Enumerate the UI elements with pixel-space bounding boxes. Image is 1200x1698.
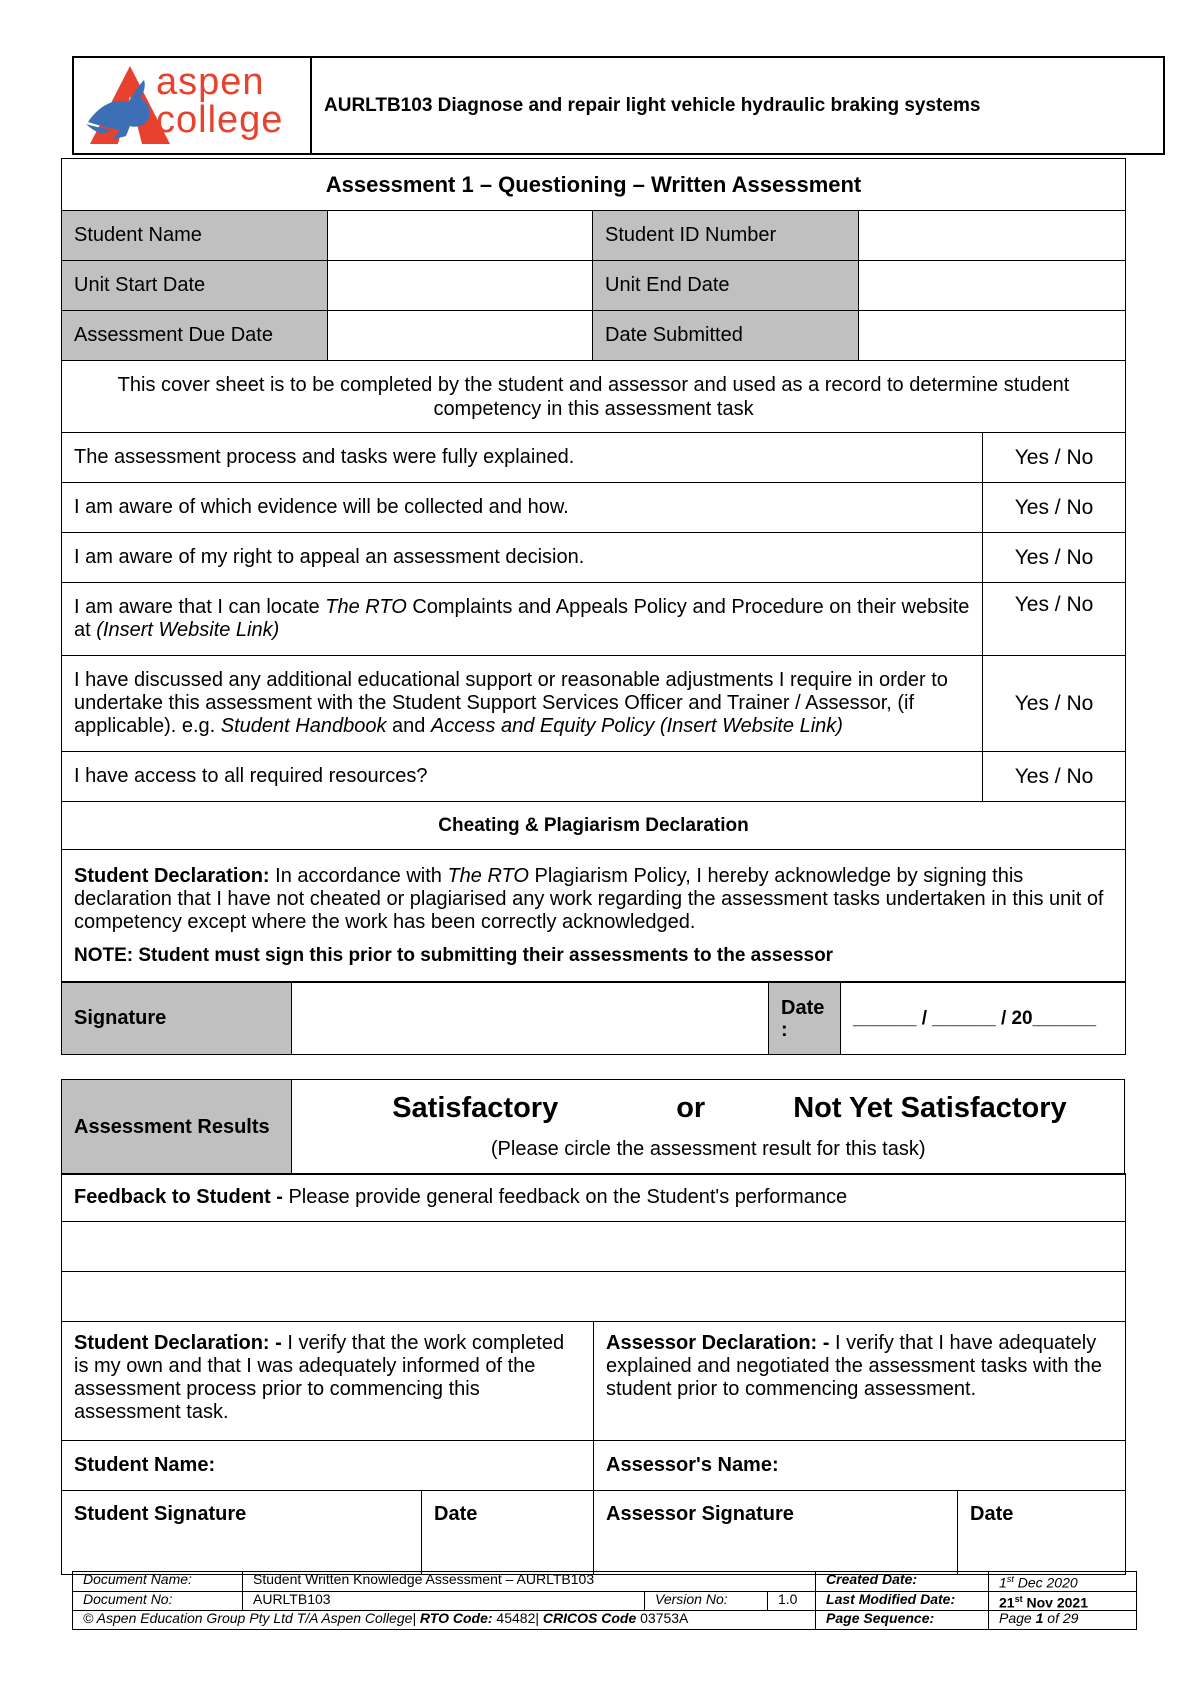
check-right-to-appeal: I am aware of my right to appeal an assessment decision. bbox=[62, 533, 983, 583]
logo-cell bbox=[73, 57, 311, 154]
unit-end-label: Unit End Date bbox=[593, 261, 859, 311]
student-name-field[interactable] bbox=[328, 211, 593, 261]
date-submitted-field[interactable] bbox=[859, 311, 1126, 361]
yes-no-option[interactable]: Yes / No bbox=[983, 752, 1126, 802]
due-date-label: Assessment Due Date bbox=[62, 311, 328, 361]
yes-no-option[interactable]: Yes / No bbox=[983, 533, 1126, 583]
yes-no-option[interactable]: Yes / No bbox=[983, 433, 1126, 483]
declaration-note: NOTE: Student must sign this prior to submitting their assessments to the assessor bbox=[74, 944, 834, 966]
feedback-line[interactable] bbox=[62, 1272, 1126, 1322]
date-label: Date : bbox=[769, 983, 841, 1055]
check-evidence-aware: I am aware of which evidence will be collected and how. bbox=[62, 483, 983, 533]
or-label: or bbox=[676, 1092, 706, 1124]
date-submitted-label: Date Submitted bbox=[593, 311, 859, 361]
assessor-name-signoff[interactable]: Assessor's Name: bbox=[594, 1441, 1126, 1491]
check-process-explained: The assessment process and tasks were fully explained. bbox=[62, 433, 983, 483]
assessment-results-label: Assessment Results bbox=[62, 1080, 292, 1175]
feedback-line[interactable] bbox=[62, 1222, 1126, 1272]
logo-text-college: college bbox=[156, 99, 284, 141]
date-field[interactable]: ______ / ______ / 20______ bbox=[841, 983, 1126, 1055]
due-date-field[interactable] bbox=[328, 311, 593, 361]
yes-no-option[interactable]: Yes / No bbox=[983, 483, 1126, 533]
yes-no-option[interactable]: Yes / No bbox=[983, 583, 1126, 656]
footer-created-label: Created Date: bbox=[816, 1572, 989, 1592]
footer-version-label: Version No: bbox=[645, 1591, 768, 1611]
student-declaration: Student Declaration: - I verify that the work completed is my own and that I was adequately informed of the assessment process prior to commencing this assessment task. bbox=[62, 1322, 594, 1441]
footer-version: 1.0 bbox=[768, 1591, 816, 1611]
cover-intro: This cover sheet is to be completed by the student and assessor and used as a record to determine student competency in this assessment task bbox=[62, 361, 1126, 433]
feedback-table bbox=[61, 1173, 1126, 1322]
student-date-signoff[interactable]: Date bbox=[422, 1491, 594, 1575]
footer-doc-no: AURLTB103 bbox=[243, 1591, 645, 1611]
student-name-signoff[interactable]: Student Name: bbox=[62, 1441, 594, 1491]
footer-created-date: 1st Dec 2020 bbox=[989, 1572, 1137, 1592]
assessment-result-options bbox=[292, 1080, 1125, 1175]
student-signature-signoff[interactable]: Student Signature bbox=[62, 1491, 422, 1575]
checklist-table bbox=[61, 360, 1126, 982]
signature-field[interactable] bbox=[292, 983, 769, 1055]
signature-label: Signature bbox=[62, 983, 292, 1055]
assessor-signature-signoff[interactable]: Assessor Signature bbox=[594, 1491, 958, 1575]
student-id-label: Student ID Number bbox=[593, 211, 859, 261]
logo-text-aspen: aspen bbox=[156, 61, 265, 103]
cover-sheet-table bbox=[61, 158, 1126, 211]
footer-modified-date: 21st Nov 2021 bbox=[989, 1591, 1137, 1611]
satisfactory-option[interactable]: Satisfactory bbox=[392, 1092, 559, 1124]
assessment-title: Assessment 1 – Questioning – Written Assessment bbox=[62, 159, 1126, 211]
results-table bbox=[61, 1079, 1125, 1175]
footer-page-sequence: Page 1 of 29 bbox=[989, 1611, 1137, 1630]
feedback-heading: Feedback to Student - Please provide general feedback on the Student's performance bbox=[62, 1174, 1126, 1222]
unit-start-label: Unit Start Date bbox=[62, 261, 328, 311]
footer-doc-name: Student Written Knowledge Assessment – AURLTB103 bbox=[243, 1572, 816, 1592]
footer-doc-name-label: Document Name: bbox=[73, 1572, 243, 1592]
document-footer bbox=[72, 1571, 1137, 1630]
not-yet-satisfactory-option[interactable]: Not Yet Satisfactory bbox=[793, 1092, 1067, 1124]
assessor-declaration: Assessor Declaration: - I verify that I have adequately explained and negotiated the assessment tasks with the student prior to commencing assessment. bbox=[594, 1322, 1126, 1441]
footer-page-label: Page Sequence: bbox=[816, 1611, 989, 1630]
yes-no-option[interactable]: Yes / No bbox=[983, 656, 1126, 752]
assessor-date-signoff[interactable]: Date bbox=[958, 1491, 1126, 1575]
student-id-field[interactable] bbox=[859, 211, 1126, 261]
check-support-discussed: I have discussed any additional educational support or reasonable adjustments I require in order to undertake this assessment with the Student Support Services Officer and Trainer / Assessor, (if applicable). e.g. Student Handbook and Access and Equity Policy (Insert Website Link) bbox=[62, 656, 983, 752]
declarations-table bbox=[61, 1321, 1126, 1575]
check-resources-access: I have access to all required resources? bbox=[62, 752, 983, 802]
footer-copyright: © Aspen Education Group Pty Ltd T/A Aspen College| RTO Code: 45482| CRICOS Code 03753A bbox=[73, 1611, 816, 1630]
footer-modified-label: Last Modified Date: bbox=[816, 1591, 989, 1611]
student-details-table bbox=[61, 210, 1126, 361]
declaration-text: Student Declaration: In accordance with The RTO Plagiarism Policy, I hereby acknowledge by signing this declaration that I have not cheated or plagiarised any work regarding the assessment tasks undertaken in this unit of competency except where the work has been correctly acknowledged. bbox=[74, 864, 1104, 933]
unit-end-field[interactable] bbox=[859, 261, 1126, 311]
footer-doc-no-label: Document No: bbox=[73, 1591, 243, 1611]
unit-start-field[interactable] bbox=[328, 261, 593, 311]
check-complaints-policy: I am aware that I can locate The RTO Complaints and Appeals Policy and Procedure on their website at (Insert Website Link) bbox=[62, 583, 983, 656]
unit-title: AURLTB103 Diagnose and repair light vehicle hydraulic braking systems bbox=[311, 57, 1164, 154]
plagiarism-declaration bbox=[62, 850, 1126, 982]
student-name-label: Student Name bbox=[62, 211, 328, 261]
cheating-declaration-title: Cheating & Plagiarism Declaration bbox=[62, 802, 1126, 850]
document-header bbox=[72, 56, 1165, 155]
aspen-college-logo bbox=[74, 58, 310, 153]
result-instruction: (Please circle the assessment result for this task) bbox=[490, 1138, 926, 1160]
signature-table bbox=[61, 982, 1126, 1055]
